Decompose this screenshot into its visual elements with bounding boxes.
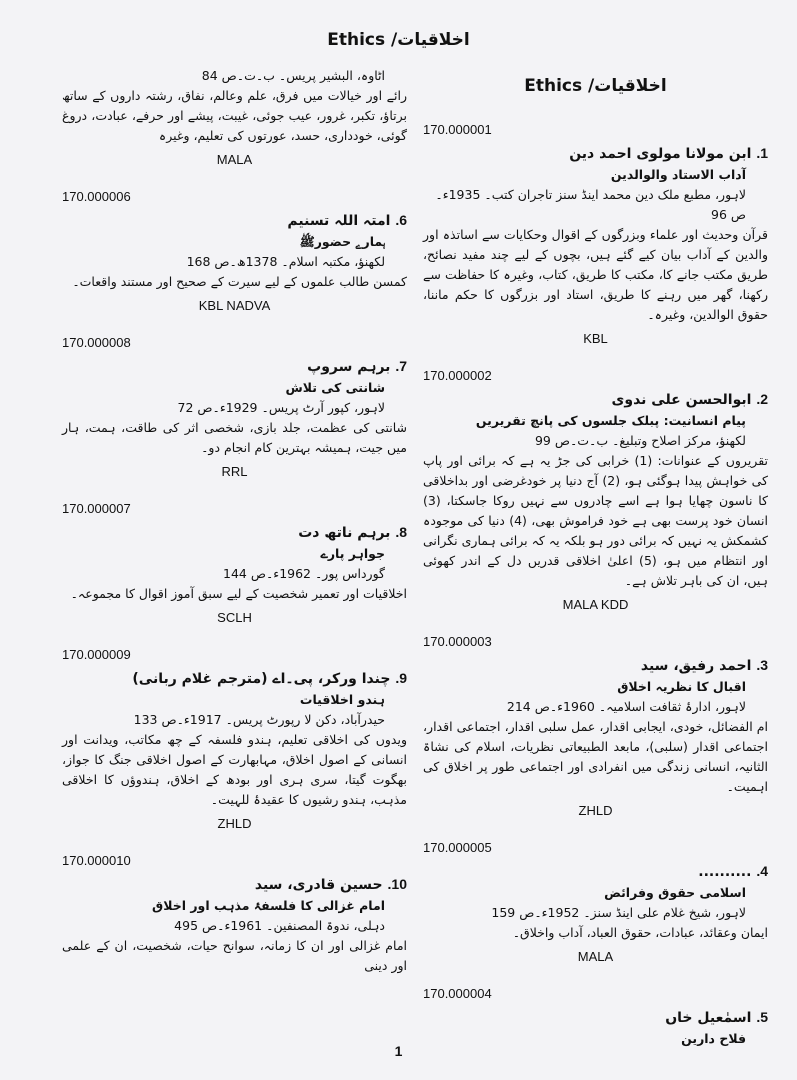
entry-title: ہندو اخلاقیات <box>299 692 385 707</box>
library-codes: MALA <box>577 949 614 964</box>
entry-number: 7. <box>395 358 407 374</box>
entry-heading <box>423 389 768 411</box>
library-codes: ZHLD <box>217 816 252 831</box>
entry-description: ایمان وعقائد، عبادات، حقوق العباد، آداب واخلاق۔ <box>512 925 768 940</box>
entry-title: پیام انسانیت: پبلک جلسوں کی پانچ تقریریں <box>475 413 746 428</box>
entry-title: فلاح دارین <box>681 1031 746 1046</box>
library-codes: KBL NADVA <box>198 298 271 313</box>
library-codes: MALA <box>216 152 253 167</box>
entry-title: ہمارے حضورﷺ <box>299 234 385 249</box>
entry-heading <box>62 210 407 232</box>
entry-author: ابن مولانا مولوی احمد دین <box>569 146 752 162</box>
entry-title: شانتی کی تلاش <box>285 380 385 395</box>
entry-number: 8. <box>395 524 407 540</box>
entry-imprint: لکھنؤ، مرکز اصلاح وتبلیغ۔ ب۔ت۔ص 99 <box>534 433 746 448</box>
entry-description: امام غزالی اور ان کا زمانہ، سوانح حیات، شخصیت، ان کے علمی اور دینی <box>62 938 407 973</box>
catalog-entry <box>62 853 407 976</box>
class-number: 170.000004 <box>423 986 492 1001</box>
entry-imprint: لاہور، مطبع ملک دین محمد اینڈ سنز تاجران کتب۔ 1935ء۔ص 96 <box>435 187 746 222</box>
entry-description: قرآن وحدیث اور علماء وبزرگوں کے اقوال وحکایات سے اساتذہ اور والدین کے آداب بیان کیے گئے ہیں، بچوں کے لیے چند مفید نصائح، طریق مکتب جانے کا، مکتب کا طریق، کتاب، وغیرہ کا حفاظت سے رکھنا، گھر میں رہنے کا طریق، استاد اور بزرگوں کا حکم ماننا، حقوق الوالدین، وغیرہ۔ <box>423 227 768 322</box>
entry-heading <box>423 1007 768 1029</box>
catalog-entry <box>423 122 768 346</box>
entry-author: برہم سروپ <box>307 359 391 375</box>
class-number: 170.000003 <box>423 634 492 649</box>
left-column <box>62 66 407 998</box>
entry-imprint: دہلی، ندوۃ المصنفین۔ 1961ء۔ص 495 <box>174 918 385 933</box>
class-number: 170.000009 <box>62 647 131 662</box>
entry-description: ام الفضائل، خودی، ایجابی اقدار، عمل سلبی اقدار، اجتماعی اقدار، اجتماعی اقدار (سلبی)، مابعد الطبیعاتی نظریات، اسلام کی نشاۃ الثانیہ، انسانی زندگی میں انفرادی اور اجتماعی طور پر اخلاق کی اہمیت۔ <box>423 719 768 794</box>
entry-imprint: لکھنؤ، مکتبہ اسلام۔ 1378ھ۔ص 168 <box>186 254 385 269</box>
catalog-entry <box>62 501 407 625</box>
catalog-entry <box>62 66 407 167</box>
section-title: Ethics /اخلاقیات <box>524 76 667 96</box>
entry-title: اقبال کا نظریہ اخلاق <box>617 679 746 694</box>
entry-title: اسلامی حقوق وفرائض <box>604 885 746 900</box>
entry-imprint: لاہور، ادارۂ ثقافت اسلامیہ۔ 1960ء۔ص 214 <box>506 699 746 714</box>
library-codes: ZHLD <box>578 803 613 818</box>
entry-heading <box>423 143 768 165</box>
entry-description: تقریروں کے عنوانات: (1) خرابی کی جڑ یہ ہے کہ برائی اور پاپ کی خواہش پیدا ہوگئی ہو، (2) آج دنیا پر خودغرضی اور بداخلاقی کا ناسون چھایا ہوا ہے اسے چادروں سے نہیں روکا جاسکتا، (3) انسان خود پرست بھی ہے خود فراموش بھی، (4) دنیا کی موجودہ کشمکش یہ نہیں کہ برائی دور ہو بلکہ یہ کہ برائی ہماری نگرانی اور انتظام میں ہو، (5) اعلیٰ اخلاقی قدریں دل کے اندر کھوئی ہیں، ان کی باہر تلاش ہے۔ <box>423 453 769 588</box>
entry-heading <box>62 522 407 544</box>
catalog-entry <box>62 335 407 479</box>
entry-imprint: لاہور، شیخ غلام علی اینڈ سنز۔ 1952ء۔ص 159 <box>491 905 746 920</box>
entry-author: احمد رفیق، سید <box>640 658 752 674</box>
page-number: 1 <box>394 1043 403 1059</box>
entry-imprint: لاہور، کپور آرٹ پریس۔ 1929ء۔ص 72 <box>177 400 385 415</box>
entry-number: 1. <box>756 145 768 161</box>
entry-number: 6. <box>395 212 407 228</box>
class-number: 170.000002 <box>423 368 492 383</box>
entry-number: 10. <box>387 876 407 892</box>
entry-number: 3. <box>756 657 768 673</box>
catalog-entry <box>423 634 768 818</box>
entry-description: رائے اور خیالات میں فرق، علم وعالم، نفاق، رشتہ داروں کے ساتھ برتاؤ، تکبر، غرور، عیب جوئی، غیبت، پیشے اور حرفے، عبادت، دروغ گوئی، خودداری، حسد، عورتوں کی تعلیم، وغیرہ <box>62 88 407 143</box>
library-codes: MALA KDD <box>562 597 629 612</box>
entry-heading <box>423 655 768 677</box>
entry-author: اسمٰعیل خاں <box>665 1010 752 1026</box>
entry-title: جواہر پارے <box>320 546 385 561</box>
entry-title: آداب الاستاد والوالدین <box>610 167 746 182</box>
entry-number: 5. <box>756 1009 768 1025</box>
catalog-entry <box>423 368 768 612</box>
library-codes: RRL <box>221 464 248 479</box>
entry-author: امتہ اللہ تسنیم <box>287 213 391 229</box>
entry-title: امام غزالی کا فلسفۂ مذہب اور اخلاق <box>152 898 385 913</box>
entry-number: 4. <box>756 863 768 879</box>
class-number: 170.000006 <box>62 189 131 204</box>
catalog-entry <box>423 986 768 1049</box>
entry-description: کمسن طالب علموں کے لیے سیرت کے صحیح اور مستند واقعات۔ <box>72 274 407 289</box>
catalog-entry <box>62 647 407 831</box>
entry-author: چندا ورکر، پی۔اے (مترجم غلام ربانی) <box>132 671 391 687</box>
entry-heading <box>62 668 407 690</box>
entry-imprint: حیدرآباد، دکن لا رپورٹ پریس۔ 1917ء۔ص 133 <box>133 712 385 727</box>
entry-description: شانتی کی عظمت، جلد بازی، شخصی اثر کی طاقت، ہمت، ہار میں جیت، ہمیشہ بہترین کام انجام دو۔ <box>62 420 407 455</box>
entry-imprint: گورداس پور۔ 1962ء۔ص 144 <box>223 566 385 581</box>
class-number: 170.000008 <box>62 335 131 350</box>
entry-number: 2. <box>756 391 768 407</box>
library-codes: SCLH <box>217 610 252 625</box>
entry-number: 9. <box>395 670 407 686</box>
entry-heading <box>423 861 768 883</box>
entry-author: .......... <box>698 864 752 880</box>
entry-description: اخلاقیات اور تعمیر شخصیت کے لیے سبق آموز اقوال کا مجموعہ۔ <box>70 586 407 601</box>
page-header: Ethics /اخلاقیات <box>327 30 470 50</box>
entry-description: ویدوں کی اخلاقی تعلیم، ہندو فلسفہ کے چھ مکاتب، ویدانت اور انسانی کے اصول اخلاق، مہابھارت کے اصول اخلاقی جنگ کا جواز، بھگوت گیتا، سری ہری اور بودھ کے اخلاق، ہندوؤں کا اخلاقی مذہب، ہندو رشیوں کا عقیدۂ للہیت۔ <box>62 732 407 807</box>
class-number: 170.000010 <box>62 853 131 868</box>
entry-author: برہم ناتھ دت <box>298 525 391 541</box>
class-number: 170.000007 <box>62 501 131 516</box>
library-codes: KBL <box>583 331 608 346</box>
right-entries <box>423 122 768 1049</box>
entry-imprint: اٹاوہ، البشیر پریس۔ ب۔ت۔ص 84 <box>201 68 385 83</box>
right-column <box>423 66 768 1071</box>
left-entries <box>62 66 407 976</box>
class-number: 170.000005 <box>423 840 492 855</box>
entry-author: حسین قادری، سید <box>254 877 383 893</box>
entry-author: ابوالحسن علی ندوی <box>611 392 752 408</box>
catalog-entry <box>423 840 768 964</box>
entry-heading <box>62 874 407 896</box>
catalog-entry <box>62 189 407 313</box>
entry-heading <box>62 356 407 378</box>
class-number: 170.000001 <box>423 122 492 137</box>
